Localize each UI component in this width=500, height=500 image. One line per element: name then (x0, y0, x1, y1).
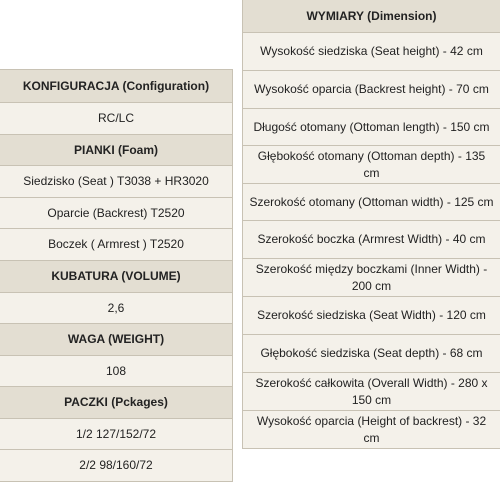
dimension-row (243, 297, 500, 335)
value-cell: Oparcie (Backrest) T2520 (0, 198, 233, 229)
specs-row (0, 166, 233, 198)
value-cell: RC/LC (0, 103, 233, 135)
dimension-row (243, 221, 500, 259)
specs-row (0, 198, 233, 229)
value-cell: Głębokość siedziska (Seat depth) - 68 cm (243, 335, 500, 373)
dimension-row (243, 335, 500, 373)
value-cell: 2,6 (0, 293, 233, 324)
dimension-row (243, 259, 500, 297)
specs-row (0, 103, 233, 135)
specs-table-left (0, 69, 233, 482)
value-cell: Szerokość siedziska (Seat Width) - 120 cm (243, 297, 500, 335)
dimension-row (243, 411, 500, 449)
value-cell: 108 (0, 356, 233, 387)
value-cell: Siedzisko (Seat ) T3038 + HR3020 (0, 166, 233, 198)
specs-header-row (0, 387, 233, 419)
dimension-row (243, 184, 500, 221)
value-cell: Szerokość między boczkami (Inner Width) - 200 cm (243, 259, 500, 297)
value-cell: Głębokość otomany (Ottoman depth) - 135 cm (243, 146, 500, 184)
dimensions-table-body (243, 0, 500, 449)
section-header-cell: PIANKI (Foam) (0, 135, 233, 166)
specs-header-row (0, 324, 233, 356)
specs-header-row (0, 261, 233, 293)
value-cell: Wysokość siedziska (Seat height) - 42 cm (243, 33, 500, 71)
specs-table-left-body (0, 70, 233, 482)
specs-row (0, 419, 233, 450)
section-header-cell: WAGA (WEIGHT) (0, 324, 233, 356)
specs-row (0, 450, 233, 482)
dimension-header-row (243, 0, 500, 33)
value-cell: Wysokość oparcia (Backrest height) - 70 cm (243, 71, 500, 109)
specs-header-row (0, 70, 233, 103)
section-header-cell: WYMIARY (Dimension) (243, 0, 500, 33)
dimension-row (243, 109, 500, 146)
section-header-cell: KONFIGURACJA (Configuration) (0, 70, 233, 103)
section-header-cell: PACZKI (Pckages) (0, 387, 233, 419)
value-cell: Długość otomany (Ottoman length) - 150 cm (243, 109, 500, 146)
dimension-row (243, 71, 500, 109)
value-cell: Szerokość otomany (Ottoman width) - 125 cm (243, 184, 500, 221)
value-cell: Szerokość całkowita (Overall Width) - 280 x 150 cm (243, 373, 500, 411)
dimension-row (243, 373, 500, 411)
value-cell: Boczek ( Armrest ) T2520 (0, 229, 233, 261)
section-header-cell: KUBATURA (VOLUME) (0, 261, 233, 293)
specs-row (0, 229, 233, 261)
value-cell: 2/2 98/160/72 (0, 450, 233, 482)
value-cell: Szerokość boczka (Armrest Width) - 40 cm (243, 221, 500, 259)
value-cell: Wysokość oparcia (Height of backrest) - 32 cm (243, 411, 500, 449)
dimension-row (243, 33, 500, 71)
dimensions-table (242, 0, 500, 449)
value-cell: 1/2 127/152/72 (0, 419, 233, 450)
dimension-row (243, 146, 500, 184)
specs-row (0, 356, 233, 387)
specs-header-row (0, 135, 233, 166)
specs-row (0, 293, 233, 324)
